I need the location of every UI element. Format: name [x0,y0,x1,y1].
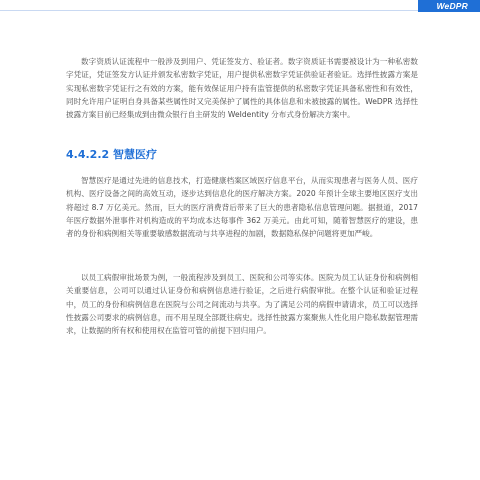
top-header-bar [0,0,480,12]
header-rule [0,10,480,11]
brand-logo [418,0,480,12]
paragraph-smart-healthcare: 智慧医疗是通过先进的信息技术，打造健康档案区域医疗信息平台，从而实现患者与医务人员、医疗机构、医疗设备之间的高效互动，逐步达到信息化的医疗解决方案。2020 年预计全球主要地区医疗支出将超过 8.7 万亿美元。然而，巨大的医疗消费背后带来了巨大的患者隐私信息管理问题。据报道，2017 年医疗数据外泄事件对机构造成的平均成本达每事件 362 万美元。由此可知，随着智慧医疗的建设，患者的身份和病例相关等重要敏感数据流动与共享进程的加剧，数据隐私保护问题将更加严峻。 [66,176,418,239]
paragraph-sick-leave-example: 以员工病假审批场景为例，一般流程涉及到员工、医院和公司等实体。医院为员工认证身份和病例相关重要信息，公司可以通过认证身份和病例信息进行验证，之后进行病假审批。在整个认证和验证过程中，员工的身份和病例信息在医院与公司之间流动与共享。为了满足公司的病假申请请求，员工可以选择性披露公司要求的病例信息，而不用呈现全部既往病史。选择性披露方案聚焦人性化用户隐私数据管理需求，让数据的所有权和使用权在监管可管的前提下回归用户。 [66,273,418,336]
brand-logo-text: WeDPR [436,1,468,11]
paragraph-credential-disclosure: 数字资质认证流程中一般涉及到用户、凭证签发方、验证者。数字资质证书需要被设计为一种私密数字凭证，凭证签发方认证并颁发私密数字凭证，用户提供私密数字凭证供验证者验证。选择性披露方案是实现私密数字凭证行之有效的方案，能有效保证用户持有监管提供的私密数字凭证具备私密性和有效性，同时允许用户证明自身具备某些属性时又完美保护了属性的具体信息和未被披露的属性。WeDPR 选择性披露方案目前已经集成到由微众银行自主研发的 WeIdentity 分布式身份解决方案中。 [66,57,418,120]
section-heading: 4.4.2.2 智慧医疗 [66,148,157,161]
